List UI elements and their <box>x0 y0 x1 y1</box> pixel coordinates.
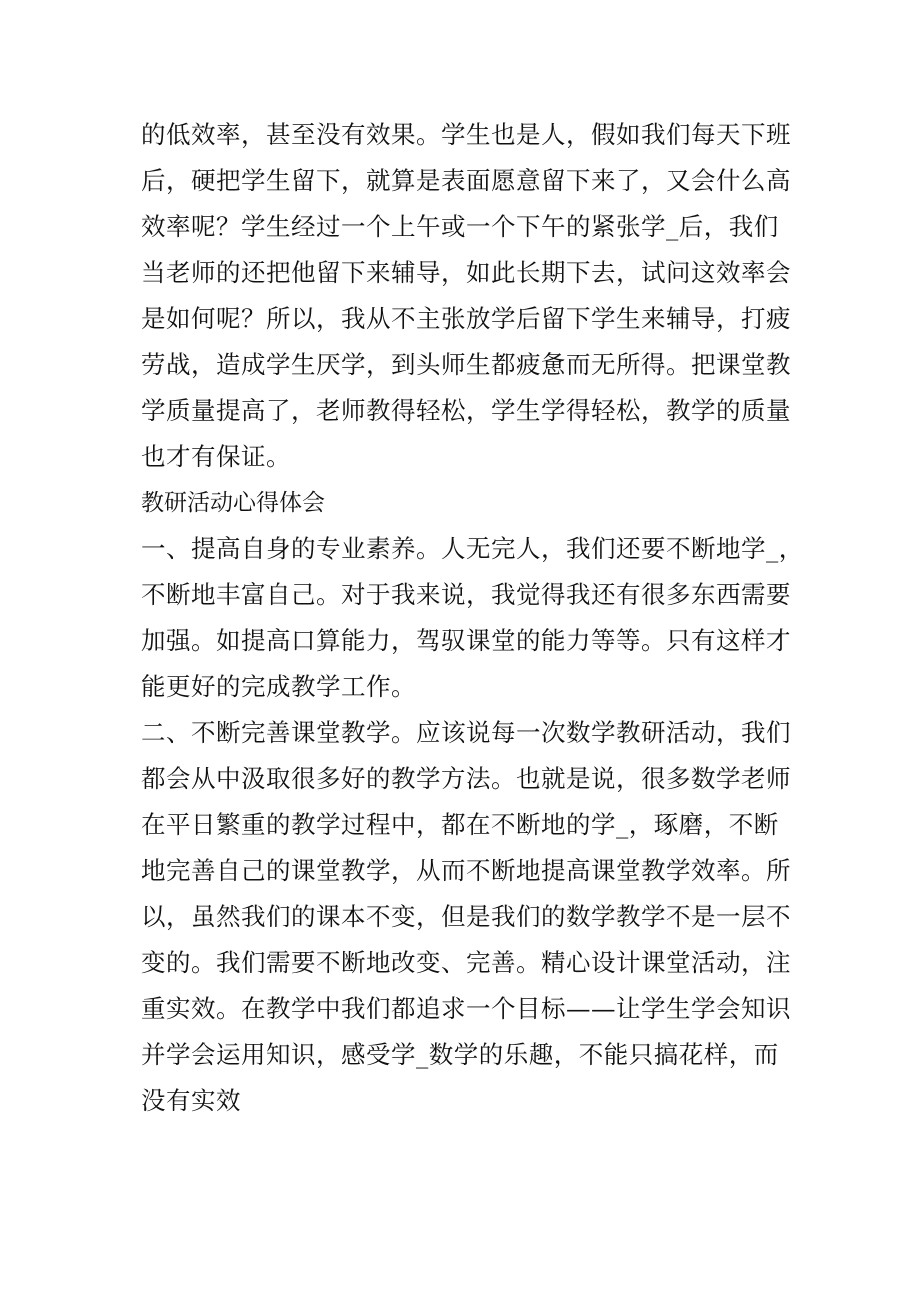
section-heading: 教研活动心得体会 <box>141 490 325 516</box>
text-line: 地完善自己的课堂教学，从而不断地提高课堂教学效率。所 <box>141 856 791 885</box>
paragraph-continuation <box>141 112 791 480</box>
text-line: 的低效率，甚至没有效果。学生也是人，假如我们每天下班 <box>141 120 791 149</box>
text-line: 一、提高自身的专业素养。人无完人，我们还要不断地学_， <box>141 534 804 563</box>
text-line: 变的。我们需要不断地改变、完善。精心设计课堂活动，注 <box>141 948 791 977</box>
text-line: 学质量提高了，老师教得轻松，学生学得轻松，教学的质量 <box>141 396 791 425</box>
text-line: 在平日繁重的教学过程中，都在不断地的学_，琢磨，不断 <box>141 810 779 839</box>
text-line: 后，硬把学生留下，就算是表面愿意留下来了，又会什么高 <box>141 166 791 195</box>
text-line: 重实效。在教学中我们都追求一个目标——让学生学会知识 <box>141 994 791 1023</box>
text-line: 能更好的完成教学工作。 <box>141 672 416 701</box>
text-line: 二、不断完善课堂教学。应该说每一次数学教研活动，我们 <box>141 718 791 747</box>
text-line: 都会从中汲取很多好的教学方法。也就是说，很多数学老师 <box>141 764 791 793</box>
text-line: 劳战，造成学生厌学，到头师生都疲惫而无所得。把课堂教 <box>141 350 791 379</box>
text-line: 不断地丰富自己。对于我来说，我觉得我还有很多东西需要 <box>141 580 791 609</box>
document-body <box>141 112 804 1124</box>
text-line: 加强。如提高口算能力，驾驭课堂的能力等等。只有这样才 <box>141 626 791 655</box>
text-line: 并学会运用知识，感受学_数学的乐趣，不能只搞花样，而 <box>141 1040 779 1069</box>
paragraph-professional-quality <box>141 526 804 710</box>
text-line: 是如何呢？所以，我从不主张放学后留下学生来辅导，打疲 <box>141 304 791 333</box>
text-line: 以，虽然我们的课本不变，但是我们的数学教学不是一层不 <box>141 902 791 931</box>
paragraph-classroom-teaching <box>141 710 791 1124</box>
text-line: 也才有保证。 <box>141 442 291 471</box>
text-line: 效率呢？学生经过一个上午或一个下午的紧张学_后，我们 <box>141 212 779 241</box>
text-line: 没有实效 <box>141 1086 241 1115</box>
text-line: 当老师的还把他留下来辅导，如此长期下去，试问这效率会 <box>141 258 791 287</box>
